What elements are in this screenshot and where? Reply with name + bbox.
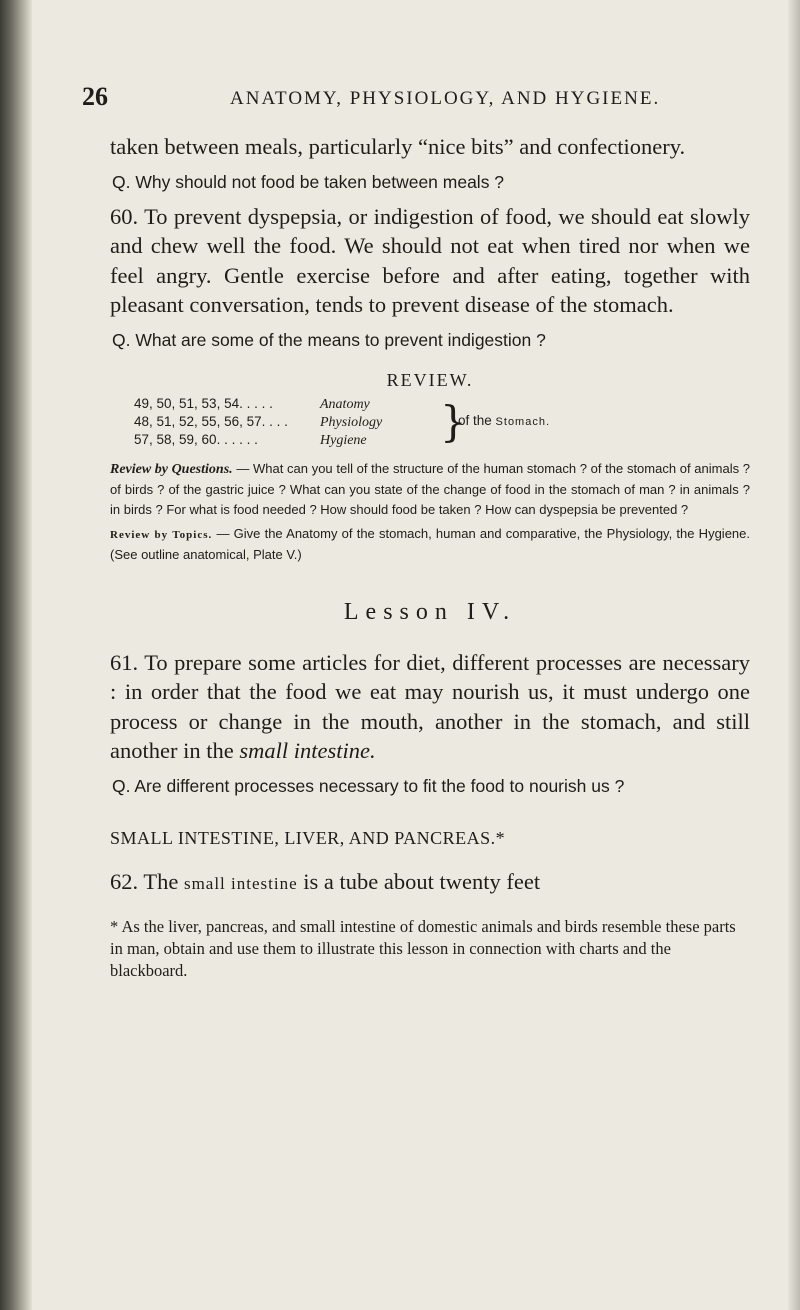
paragraph-62: 62. The small intestine is a tube about twenty feet xyxy=(110,868,541,894)
lesson-title: Lesson IV. xyxy=(343,598,517,625)
question-processes: Q. Are different processes necessary to fit the food to nourish us ? xyxy=(112,775,625,796)
paragraph-60: 60. To prevent dyspepsia, or indigestion of food, we should eat slowly and chew well the food. We should not eat when tired nor when we feel angry. Gentle exercise before and after eating, together with pleasant conversation, tends to prevent disease of the stomach. xyxy=(110,203,750,317)
page-body xyxy=(110,132,750,982)
page-edge xyxy=(788,0,800,1310)
review-row xyxy=(134,395,370,413)
paragraph-61: 61. To prepare some articles for diet, different processes are necessary : in order that the food we eat may nourish us, it must undergo one process or change in the mouth, another in the stomach, and still another in the small intestine. xyxy=(110,649,750,763)
question-between-meals: Q. Why should not food be taken between meals ? xyxy=(112,171,505,192)
paragraph-continuation: taken between meals, particularly “nice bits” and confectionery. xyxy=(110,134,686,159)
review-row-numbers: 49, 50, 51, 53, 54. . . . . xyxy=(134,395,273,411)
question-prevent-indigestion: Q. What are some of the means to prevent indigestion ? xyxy=(112,329,546,350)
page-number: 26 xyxy=(82,82,108,111)
review-row-topic: Hygiene xyxy=(320,432,367,448)
review-row xyxy=(134,431,367,449)
review-row-numbers: 57, 58, 59, 60. . . . . . xyxy=(134,431,258,447)
review-row-topic: Anatomy xyxy=(320,396,370,412)
brace-label: of the Stomach. xyxy=(458,412,551,428)
review-title: REVIEW. xyxy=(386,369,474,390)
footnote: * As the liver, pancreas, and small intestine of domestic animals and birds resemble these parts in man, obtain and use them to illustrate this lesson in connection with charts and the blackboard. xyxy=(110,917,736,980)
review-row xyxy=(134,413,382,431)
binding-gutter xyxy=(0,0,32,1310)
brace-icon: } xyxy=(440,396,467,446)
section-title: SMALL INTESTINE, LIVER, AND PANCREAS.* xyxy=(110,827,506,848)
review-row-numbers: 48, 51, 52, 55, 56, 57. . . . xyxy=(134,413,288,429)
review-by-questions: Review by Questions. — What can you tell of the structure of the human stomach ? of the stomach of animals ? of birds ? of the gastric juice ? What can you state of the change of food in the stomach of man ? in animals ? in birds ? For what is food needed ? How should food be taken ? How can dyspepsia be prevented ? xyxy=(110,460,750,517)
review-by-topics: Review by Topics. — Give the Anatomy of the stomach, human and comparative, the Physiology, the Hygiene. (See outline anatomical, Plate V.) xyxy=(110,525,750,562)
running-head: ANATOMY, PHYSIOLOGY, AND HYGIENE. xyxy=(230,88,661,109)
review-table xyxy=(110,395,750,455)
review-row-topic: Physiology xyxy=(320,414,383,430)
page-header xyxy=(82,82,762,112)
